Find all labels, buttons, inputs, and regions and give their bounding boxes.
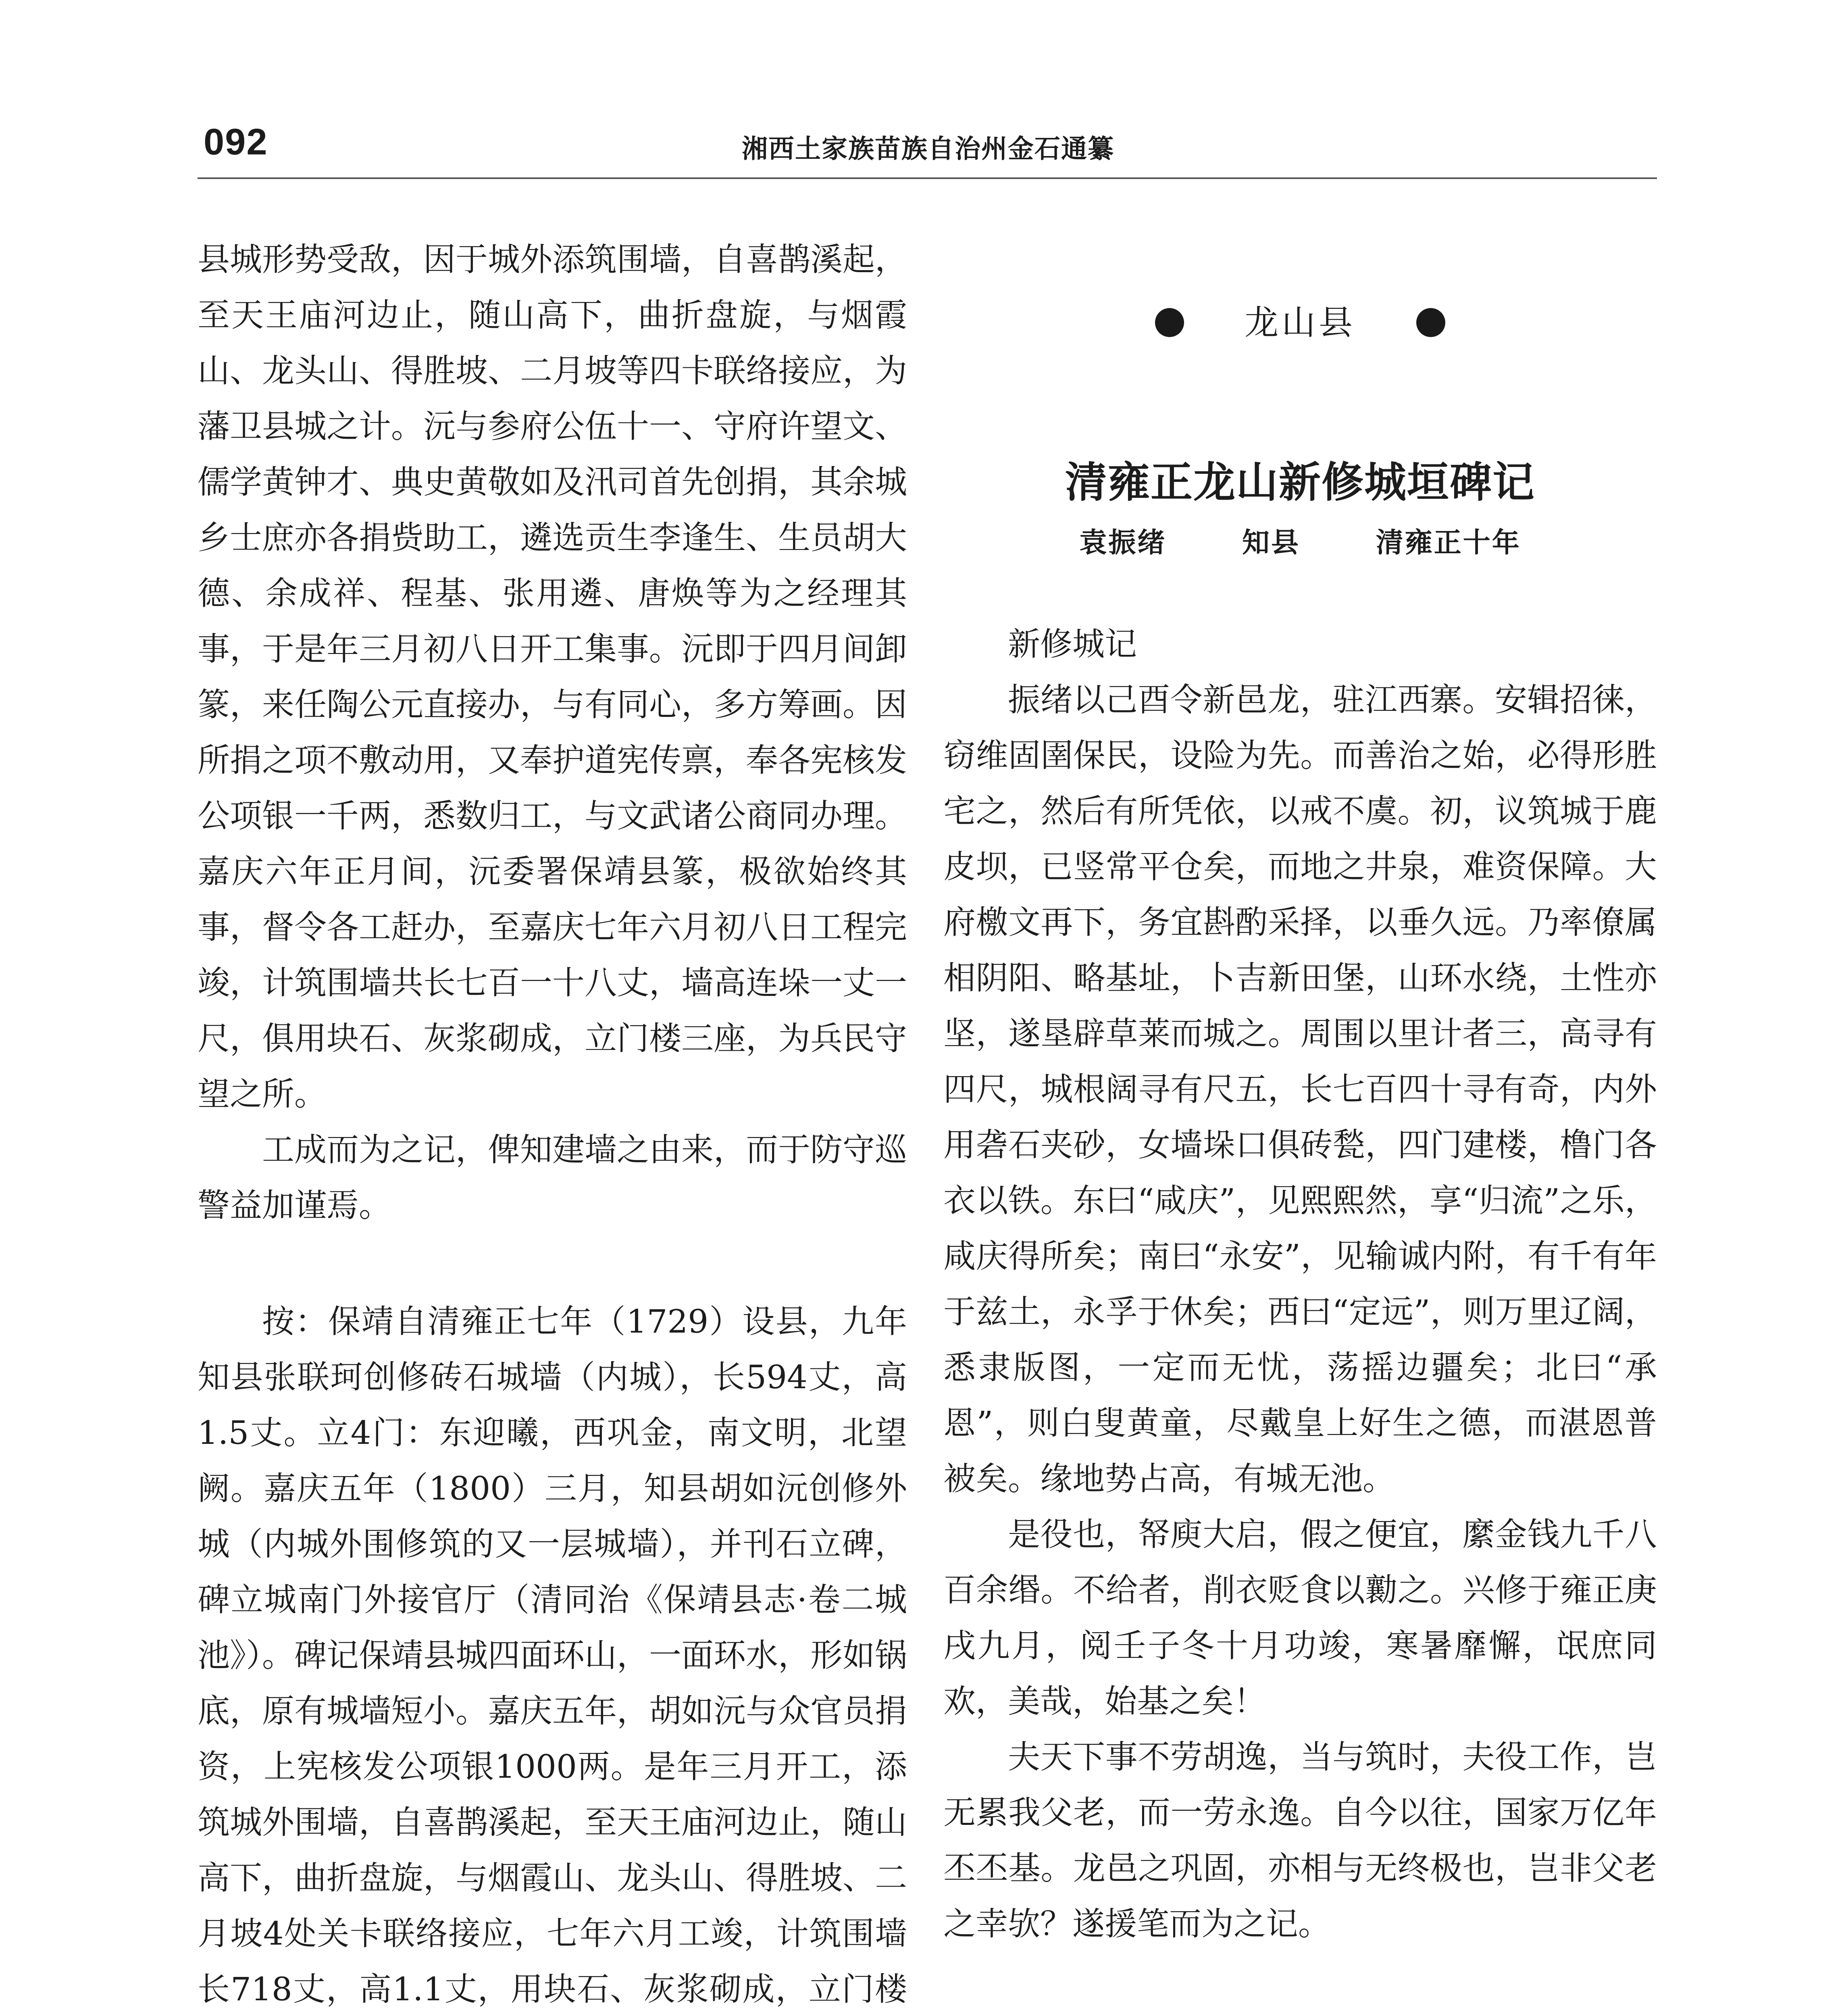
county-name: 龙山县 <box>1244 303 1356 342</box>
right-spacer <box>943 1952 1657 2012</box>
left-editor-note: 按：保靖自清雍正七年（1729）设县，九年知县张联珂创修砖石城墙（内城），长594丈，高1.5丈。立4门：东迎曦，西巩金，南文明，北望阙。嘉庆五年（1800）三月，知县胡如沅创修外城（内城外围修筑的又一层城墙），并刊石立碑，碑立城南门外接官厅（清同治《保靖县志·卷二城池》）。碑记保靖县城四面环山，一面环水，形如锅底，原有城墙短小。嘉庆五年，胡如沅与众官员捐资，上宪核发公项银1000两。是年三月开工，添筑城外围墙，自喜鹊溪起，至天王庙河边止，随山高下，曲折盘旋，与烟霞山、龙头山、得胜坡、二月坡4处关卡联络接应，七年六月工竣，计筑围墙长718丈，高1.1丈，用块石、灰浆砌成，立门楼 <box>198 1303 907 2008</box>
right-column <box>943 232 1657 2016</box>
bullet-icon <box>1416 308 1445 337</box>
county-section-heading <box>943 300 1657 345</box>
left-column <box>198 232 907 2016</box>
right-paragraph-1: 振绪以己酉令新邑龙，驻江西寨。安辑招徕，窃维固圉保民，设险为先。而善治之始，必得形胜宅之，然后有所凭依，以戒不虞。初，议筑城于鹿皮坝，已竖常平仓矣，而地之井泉，难资保障。大府檄文再下，务宜斟酌采择，以垂久远。乃率僚属相阴阳、略基址，卜吉新田堡，山环水绕，土性亦坚，遂垦辟草莱而城之。周围以里计者三，高寻有四尺，城根阔寻有尺五，长七百四十寻有奇，内外用砻石夹砂，女墙垛口俱砖甃，四门建楼，橹门各衣以铁。东曰“咸庆”，见熙熙然，享“归流”之乐，咸庆得所矣；南曰“永安”，见输诚内附，有千有年于兹土，永孚于休矣；西曰“定远”，则万里辽阔，悉隶版图，一定而无忧，荡摇边疆矣；北曰“承恩”，则白叟黄童，尽戴皇上好生之德，而湛恩普被矣。缘地势占高，有城无池。 <box>943 681 1657 1497</box>
bullet-icon <box>1155 308 1184 337</box>
right-spacer <box>943 565 1657 616</box>
byline-office: 知县 <box>1242 527 1300 559</box>
byline <box>943 521 1657 565</box>
header-divider <box>198 177 1657 179</box>
byline-date: 清雍正十年 <box>1376 527 1521 559</box>
right-paragraph-2: 是役也，帑庾大启，假之便宜，縻金钱九千八百余缗。不给者，削衣贬食以勷之。兴修于雍正庚戌九月，阅壬子冬十月功竣，寒暑靡懈，氓庶同欢，美哉，始基之矣！ <box>943 1516 1657 1720</box>
right-paragraph-3: 夫天下事不劳胡逸，当与筑时，夫役工作，岂无累我父老，而一劳永逸。自今以往，国家万亿年丕丕基。龙邑之巩固，亦相与无终极也，岂非父老之幸欤？遂援笔而为之记。 <box>943 1738 1657 1943</box>
left-paragraph-2: 工成而为之记，俾知建墙之由来，而于防守巡警益加谨焉。 <box>198 1131 907 1224</box>
inscription-subheading: 新修城记 <box>1008 625 1137 663</box>
page-number: 092 <box>204 121 268 162</box>
right-editor-note <box>943 2012 1657 2016</box>
book-title-header: 湘西土家族苗族自治州金石通纂 <box>742 134 1114 164</box>
article-title: 清雍正龙山新修城垣碑记 <box>1065 458 1535 507</box>
byline-author: 袁振绪 <box>1079 527 1167 559</box>
left-paragraph-1: 县城形势受敌，因于城外添筑围墙，自喜鹊溪起，至天王庙河边止，随山高下，曲折盘旋，与烟霞山、龙头山、得胜坡、二月坡等四卡联络接应，为藩卫县城之计。沅与参府公伍十一、守府许望文、儒学黄钟才、典史黄敬如及汛司首先创捐，其余城乡士庶亦各捐赀助工，遴选贡生李逢生、生员胡大德、余成祥、程基、张用遴、唐焕等为之经理其事，于是年三月初八日开工集事。沅即于四月间卸篆，来任陶公元直接办，与有同心，多方筹画。因所捐之项不敷动用，又奉护道宪传禀，奉各宪核发公项银一千两，悉数归工，与文武诸公商同办理。嘉庆六年正月间，沅委署保靖县篆，极欲始终其事，督令各工赶办，至嘉庆七年六月初八日工程完竣，计筑围墙共长七百一十八丈，墙高连垛一丈一尺，俱用块石、灰浆砌成，立门楼三座，为兵民守望之所。 <box>198 241 907 1113</box>
left-spacer <box>198 1233 907 1294</box>
